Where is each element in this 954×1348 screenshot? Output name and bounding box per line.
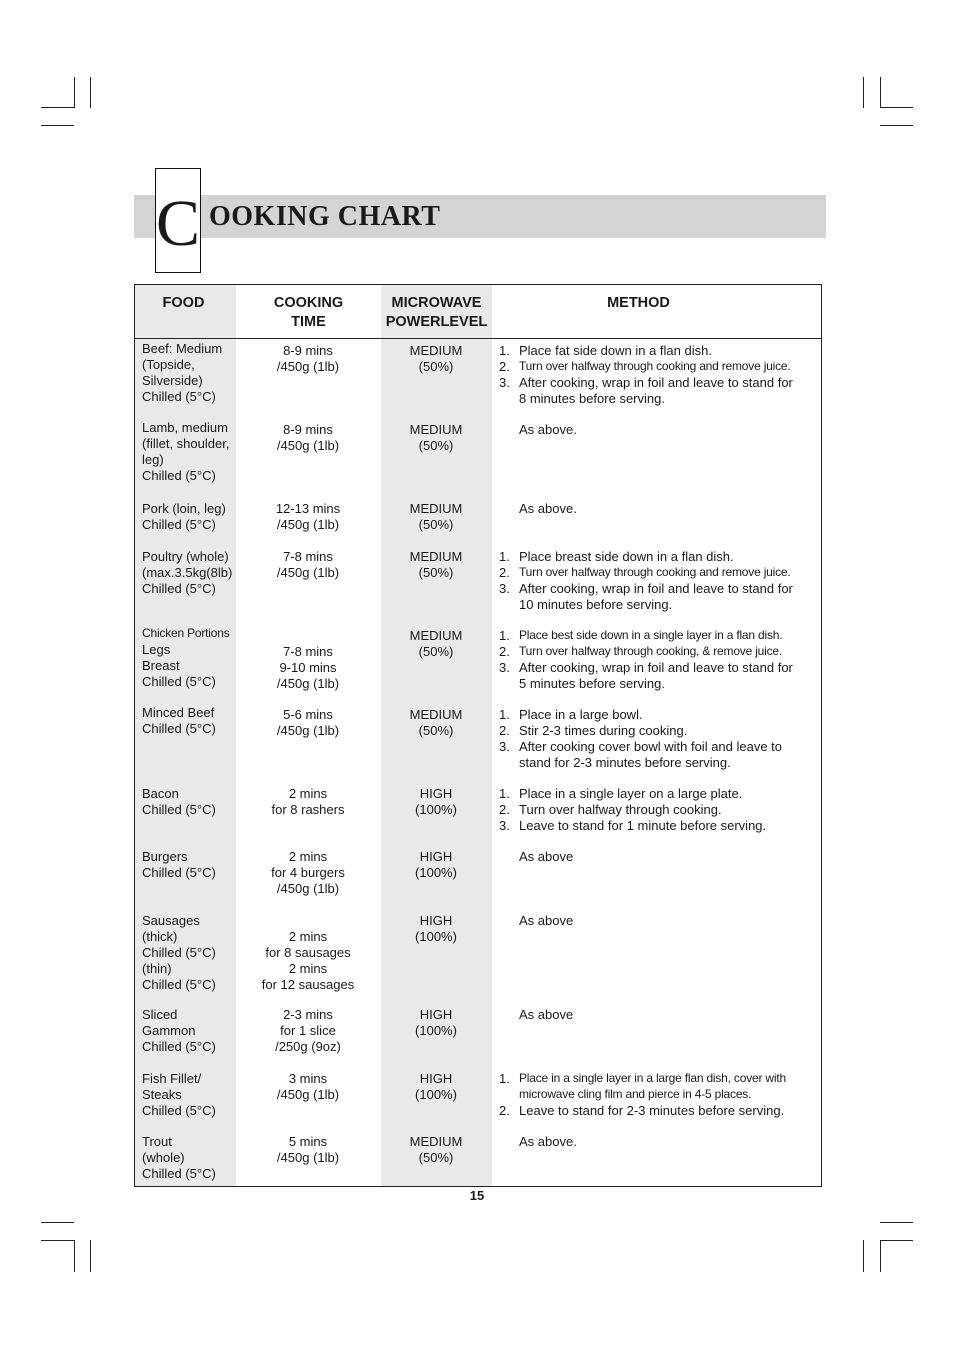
step-text: Place best side down in a single layer in a flan dish. <box>519 628 783 642</box>
cell-line: Chilled (5°C) <box>142 976 216 992</box>
cell-line: Chilled (5°C) <box>142 1102 216 1118</box>
cell-line: /450g (1lb) <box>276 675 340 691</box>
cell-line: Chilled (5°C) <box>142 516 216 532</box>
cell-line <box>236 913 380 929</box>
method-step <box>499 660 819 692</box>
header-method: METHOD <box>607 295 670 311</box>
cell-line: (thin) <box>142 960 172 976</box>
food-cell <box>142 705 238 737</box>
method-cell <box>499 786 819 834</box>
step-number: 2. <box>499 643 510 659</box>
cell-line: Chilled (5°C) <box>142 580 216 596</box>
cell-line: 2 mins <box>288 928 328 944</box>
step-text: stand for 2-3 minutes before serving. <box>519 754 731 770</box>
cell-line: Chicken Portions <box>142 626 230 640</box>
cell-line: Legs <box>142 641 171 657</box>
cell-line: Chilled (5°C) <box>142 673 216 689</box>
cell-line: Steaks <box>142 1086 182 1102</box>
cell-line: Beef: Medium <box>142 341 223 356</box>
cell-line: /450g (1lb) <box>276 437 340 453</box>
method-step <box>499 707 819 723</box>
page-title: OOKING CHART <box>209 201 441 232</box>
cell-line: /450g (1lb) <box>276 722 340 738</box>
power-level-cell <box>381 501 491 533</box>
power-level-cell <box>381 849 491 881</box>
cell-line: MEDIUM <box>409 628 463 643</box>
method-cell <box>499 1071 819 1119</box>
step-text: Place in a single layer in a large flan dish, cover with <box>519 1071 786 1085</box>
method-step <box>499 343 819 359</box>
cell-line: (100%) <box>415 864 457 880</box>
cell-line: Burgers <box>142 849 188 864</box>
crop-mark <box>90 1240 91 1272</box>
cell-line: 8-9 mins <box>283 422 333 437</box>
method-cell <box>499 1007 819 1023</box>
cell-line: (100%) <box>415 801 457 817</box>
cell-line: for 8 sausages <box>265 944 351 960</box>
cell-line: 9-10 mins <box>279 659 337 675</box>
power-level-cell <box>381 628 491 660</box>
header-food: FOOD <box>162 295 205 311</box>
cooking-time-cell <box>236 549 380 581</box>
step-text: Place in a single layer on a large plate. <box>519 786 743 801</box>
method-step <box>499 549 819 565</box>
method-step <box>499 644 819 660</box>
header-cooking-time: COOKING TIME <box>273 295 344 330</box>
cell-line: 5-6 mins <box>283 707 333 722</box>
step-number: 1. <box>499 343 510 358</box>
cell-line: Chilled (5°C) <box>142 944 216 960</box>
cell-line: 2-3 mins <box>283 1007 333 1022</box>
power-level-cell <box>381 1007 491 1039</box>
cell-line: /450g (1lb) <box>276 358 340 374</box>
method-text: As above. <box>519 501 577 516</box>
cooking-time-cell <box>236 913 380 993</box>
cell-line: (50%) <box>418 564 454 580</box>
cell-line <box>236 628 380 644</box>
step-text: Place fat side down in a flan dish. <box>519 343 712 358</box>
crop-mark <box>863 77 864 108</box>
power-level-cell <box>381 786 491 818</box>
power-level-cell <box>381 549 491 581</box>
cell-line: Breast <box>142 657 180 673</box>
step-text: Turn over halfway through cooking, & remove juice. <box>519 643 783 658</box>
step-number: 3. <box>499 374 510 390</box>
cell-line: for 4 burgers <box>271 864 345 880</box>
cell-line: HIGH <box>419 1071 453 1086</box>
food-cell <box>142 1071 238 1119</box>
method-text: As above <box>519 1007 574 1022</box>
method-cell <box>499 422 819 438</box>
header-divider <box>135 338 821 339</box>
step-number: 1. <box>499 707 510 722</box>
method-step <box>499 628 819 644</box>
crop-mark <box>880 107 913 108</box>
step-text: After cooking cover bowl with foil and leave to <box>519 738 783 754</box>
method-text: As above <box>519 913 574 928</box>
step-text: Stir 2-3 times during cooking. <box>519 722 688 738</box>
food-cell <box>142 501 238 533</box>
cell-line: (50%) <box>418 358 454 374</box>
food-cell <box>142 913 238 993</box>
method-cell <box>499 707 819 771</box>
cell-line: Sausages <box>142 913 200 928</box>
cooking-time-cell <box>236 343 380 375</box>
cell-line: Chilled (5°C) <box>142 720 216 736</box>
cell-line: (50%) <box>418 516 454 532</box>
food-cell <box>142 786 238 818</box>
cell-line: MEDIUM <box>409 1134 463 1149</box>
cell-line: 7-8 mins <box>283 549 333 564</box>
cooking-time-cell <box>236 422 380 454</box>
cell-line: HIGH <box>419 786 453 801</box>
step-text: After cooking, wrap in foil and leave to stand for <box>519 580 793 596</box>
cooking-time-cell <box>236 786 380 818</box>
cell-line: (100%) <box>415 928 457 944</box>
method-cell <box>499 343 819 407</box>
cell-line: for 1 slice <box>280 1022 336 1038</box>
cell-line: HIGH <box>419 1007 453 1022</box>
cell-line: 2 mins <box>288 786 328 801</box>
food-cell <box>142 420 238 484</box>
step-text: Turn over halfway through cooking and remove juice. <box>519 564 791 579</box>
cell-line: Chilled (5°C) <box>142 864 216 880</box>
step-text: 10 minutes before serving. <box>519 596 673 612</box>
method-text: As above <box>519 849 574 864</box>
food-cell <box>142 849 238 881</box>
method-step <box>499 786 819 802</box>
crop-mark <box>863 1240 864 1272</box>
cell-line: MEDIUM <box>409 422 463 437</box>
cooking-time-cell <box>236 1071 380 1103</box>
crop-mark <box>41 1222 74 1223</box>
crop-mark <box>74 77 75 108</box>
food-cell <box>142 1134 238 1182</box>
step-number: 2. <box>499 1102 510 1118</box>
step-text: 5 minutes before serving. <box>519 675 665 691</box>
cell-line: (50%) <box>418 1149 454 1165</box>
step-number: 1. <box>499 628 510 643</box>
cell-line: leg) <box>142 451 164 467</box>
cooking-time-cell <box>236 849 380 897</box>
cooking-time-cell <box>236 1134 380 1166</box>
step-text: Leave to stand for 1 minute before serving. <box>519 817 767 833</box>
cell-line: (50%) <box>418 643 454 659</box>
cell-line: Chilled (5°C) <box>142 1165 216 1181</box>
step-number: 2. <box>499 358 510 374</box>
step-text: Leave to stand for 2-3 minutes before serving. <box>519 1102 785 1118</box>
cell-line: MEDIUM <box>409 343 463 358</box>
cell-line: (50%) <box>418 437 454 453</box>
method-cell <box>499 628 819 692</box>
step-number: 1. <box>499 549 510 564</box>
step-number: 3. <box>499 659 510 675</box>
cell-line: (100%) <box>415 1086 457 1102</box>
power-level-cell <box>381 1071 491 1103</box>
method-step <box>499 1103 819 1119</box>
cell-line: Minced Beef <box>142 705 215 720</box>
cell-line: MEDIUM <box>409 549 463 564</box>
title-initial: C <box>155 168 201 273</box>
cell-line: 2 mins <box>288 960 328 976</box>
cell-line: 8-9 mins <box>283 343 333 358</box>
step-number: 2. <box>499 564 510 580</box>
step-number: 3. <box>499 580 510 596</box>
cooking-time-cell <box>236 501 380 533</box>
cell-line: Pork (loin, leg) <box>142 501 226 516</box>
method-step <box>499 565 819 581</box>
cell-line: Chilled (5°C) <box>142 1038 216 1054</box>
cell-line: (fillet, shoulder, <box>142 435 230 451</box>
crop-mark <box>90 77 91 108</box>
cell-line: Chilled (5°C) <box>142 388 216 404</box>
step-number: 1. <box>499 1071 510 1086</box>
method-step <box>499 739 819 771</box>
cell-line: Gammon <box>142 1022 196 1038</box>
method-text: As above. <box>519 422 577 437</box>
cell-line: /450g (1lb) <box>276 880 340 896</box>
cooking-time-cell <box>236 1007 380 1055</box>
step-text: Place in a large bowl. <box>519 707 643 722</box>
cell-line: Trout <box>142 1134 172 1149</box>
method-step <box>499 359 819 375</box>
power-level-cell <box>381 343 491 375</box>
cell-line: Chilled (5°C) <box>142 467 216 483</box>
step-text: After cooking, wrap in foil and leave to stand for <box>519 659 793 675</box>
cell-line: Silverside) <box>142 372 203 388</box>
cell-line: MEDIUM <box>409 501 463 516</box>
step-number: 3. <box>499 738 510 754</box>
crop-mark <box>880 125 913 126</box>
crop-mark <box>880 1222 913 1223</box>
cell-line: Sliced <box>142 1007 178 1022</box>
step-number: 2. <box>499 801 510 817</box>
method-cell <box>499 913 819 929</box>
cell-line: for 8 rashers <box>271 801 345 817</box>
power-level-cell <box>381 707 491 739</box>
step-text: Turn over halfway through cooking and remove juice. <box>519 358 791 373</box>
crop-mark <box>74 1240 75 1272</box>
cell-line: 12-13 mins <box>275 501 341 516</box>
crop-mark <box>880 77 881 108</box>
step-text: Turn over halfway through cooking. <box>519 801 722 817</box>
cell-line: Bacon <box>142 786 179 801</box>
cell-line: /250g (9oz) <box>275 1038 341 1054</box>
cell-line: (Topside, <box>142 356 195 372</box>
food-cell <box>142 341 238 405</box>
cooking-chart-table <box>134 284 822 1187</box>
method-step <box>499 723 819 739</box>
cell-line: 5 mins <box>288 1134 328 1149</box>
crop-mark <box>41 125 74 126</box>
food-cell <box>142 626 238 690</box>
cell-line: Poultry (whole) <box>142 549 229 564</box>
cell-line: 3 mins <box>288 1071 328 1086</box>
cell-line: HIGH <box>419 849 453 864</box>
step-number: 2. <box>499 722 510 738</box>
crop-mark <box>880 1240 881 1272</box>
cell-line: HIGH <box>419 913 453 928</box>
cell-line: Chilled (5°C) <box>142 801 216 817</box>
crop-mark <box>880 1240 913 1241</box>
cell-line: for 12 sausages <box>261 976 355 992</box>
cell-line: MEDIUM <box>409 707 463 722</box>
cell-line: Fish Fillet/ <box>142 1071 202 1086</box>
cell-line: (100%) <box>415 1022 457 1038</box>
crop-mark <box>41 107 74 108</box>
step-text: microwave cling film and pierce in 4-5 places. <box>519 1086 752 1101</box>
cell-line: 2 mins <box>288 849 328 864</box>
method-cell <box>499 549 819 613</box>
cooking-time-cell <box>236 707 380 739</box>
food-cell <box>142 549 238 597</box>
cell-line: /450g (1lb) <box>276 1086 340 1102</box>
cell-line: (50%) <box>418 722 454 738</box>
power-level-cell <box>381 1134 491 1166</box>
step-text: After cooking, wrap in foil and leave to stand for <box>519 374 793 390</box>
cell-line: (whole) <box>142 1149 185 1165</box>
page-number: 15 <box>469 1188 485 1203</box>
cell-line: (max.3.5kg(8lb) <box>142 564 233 580</box>
cell-line: /450g (1lb) <box>276 516 340 532</box>
method-cell <box>499 501 819 517</box>
crop-mark <box>41 1240 74 1241</box>
cell-line: (thick) <box>142 928 178 944</box>
cell-line: /450g (1lb) <box>276 1149 340 1165</box>
method-step <box>499 1071 819 1103</box>
cell-line: 7-8 mins <box>283 643 333 659</box>
method-text: As above. <box>519 1134 577 1149</box>
cell-line: /450g (1lb) <box>276 564 340 580</box>
step-text: 8 minutes before serving. <box>519 390 665 406</box>
power-level-cell <box>381 422 491 454</box>
method-step <box>499 802 819 818</box>
method-step <box>499 581 819 613</box>
step-number: 3. <box>499 817 510 833</box>
step-text: Place breast side down in a flan dish. <box>519 549 734 564</box>
method-cell <box>499 849 819 865</box>
step-number: 1. <box>499 786 510 801</box>
food-cell <box>142 1007 238 1055</box>
method-step <box>499 375 819 407</box>
cooking-time-cell <box>236 628 380 692</box>
power-level-cell <box>381 913 491 945</box>
method-step <box>499 818 819 834</box>
method-cell <box>499 1134 819 1150</box>
header-power-level: MICROWAVE POWERLEVEL <box>385 295 488 330</box>
cell-line: Lamb, medium <box>142 420 228 435</box>
